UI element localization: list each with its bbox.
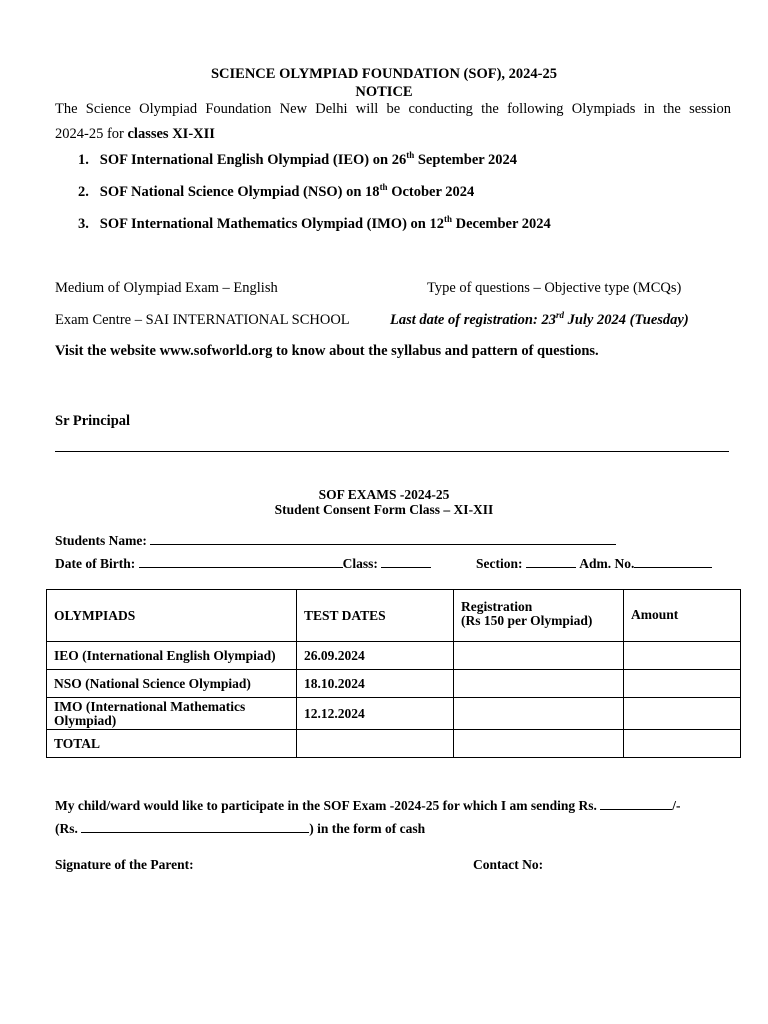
website-note: Visit the website www.sofworld.org to know about the syllabus and pattern of questions. <box>55 343 599 359</box>
form-title: SOF EXAMS -2024-25 <box>318 487 450 502</box>
header-test-dates: TEST DATES <box>297 590 454 642</box>
question-type-text: Type of questions – Objective type (MCQs) <box>427 280 682 296</box>
olympiad-list-item: 1. SOF International English Olympiad (IEO) on 26th September 2024 <box>78 150 518 168</box>
table-header-row <box>47 590 741 642</box>
total-registration-cell[interactable] <box>454 730 624 758</box>
test-date-cell: 18.10.2024 <box>297 670 454 698</box>
amount-cell[interactable] <box>624 642 741 670</box>
table-row <box>47 670 741 698</box>
header-olympiads: OLYMPIADS <box>47 590 297 642</box>
dob-blank[interactable] <box>139 555 343 568</box>
adm-no-blank[interactable] <box>634 555 712 568</box>
amount-words-blank[interactable] <box>81 820 309 833</box>
registration-table <box>46 589 741 758</box>
total-amount-cell[interactable] <box>624 730 741 758</box>
students-name-blank[interactable] <box>150 532 616 545</box>
table-row <box>47 698 741 730</box>
olympiad-list-item: 2. SOF National Science Olympiad (NSO) on 18th October 2024 <box>78 182 475 200</box>
contact-label: Contact No: <box>473 857 544 872</box>
consent-line-2: (Rs. ) in the form of cash <box>55 821 426 836</box>
notice-subtitle: NOTICE <box>355 84 413 100</box>
table-row <box>47 642 741 670</box>
header-registration: Registration (Rs 150 per Olympiad) <box>454 590 624 642</box>
signatory: Sr Principal <box>55 413 131 429</box>
total-row <box>47 730 741 758</box>
consent-line-1: My child/ward would like to participate in the SOF Exam -2024-25 for which I am sending Rs. /- <box>55 798 681 813</box>
registration-cell[interactable] <box>454 642 624 670</box>
total-date-cell <box>297 730 454 758</box>
olympiad-name-cell: NSO (National Science Olympiad) <box>47 670 297 698</box>
exam-centre-text: Exam Centre – SAI INTERNATIONAL SCHOOL <box>55 312 350 328</box>
olympiad-list-item: 3. SOF International Mathematics Olympiad (IMO) on 12th December 2024 <box>78 214 551 232</box>
amount-cell[interactable] <box>624 670 741 698</box>
olympiad-name-cell: IMO (International Mathematics Olympiad) <box>47 698 297 730</box>
header-amount: Amount <box>624 590 741 642</box>
dob-class-row: Date of Birth: Class: <box>55 555 431 572</box>
section-blank[interactable] <box>526 555 576 568</box>
class-blank[interactable] <box>381 555 431 568</box>
amount-cell[interactable] <box>624 698 741 730</box>
registration-cell[interactable] <box>454 698 624 730</box>
olympiad-name-cell: IEO (International English Olympiad) <box>47 642 297 670</box>
students-name-field: Students Name: <box>55 532 616 549</box>
total-label-cell: TOTAL <box>47 730 297 758</box>
intro-line-1: The Science Olympiad Foundation New Delhi will be conducting the following Olympiads in the session <box>55 101 731 117</box>
registration-cell[interactable] <box>454 670 624 698</box>
cut-line <box>55 451 729 452</box>
medium-text: Medium of Olympiad Exam – English <box>55 280 278 296</box>
parent-signature-label: Signature of the Parent: <box>55 857 194 872</box>
section-adm-row: Section: Adm. No. <box>476 555 712 572</box>
form-subtitle: Student Consent Form Class – XI-XII <box>274 502 494 517</box>
last-date-text: Last date of registration: 23rd July 2024 (Tuesday) <box>390 310 689 328</box>
test-date-cell: 12.12.2024 <box>297 698 454 730</box>
notice-title: SCIENCE OLYMPIAD FOUNDATION (SOF), 2024-25 <box>210 66 557 82</box>
test-date-cell: 26.09.2024 <box>297 642 454 670</box>
amount-figures-blank[interactable] <box>600 797 672 810</box>
intro-line-2: 2024-25 for classes XI-XII <box>55 126 215 142</box>
